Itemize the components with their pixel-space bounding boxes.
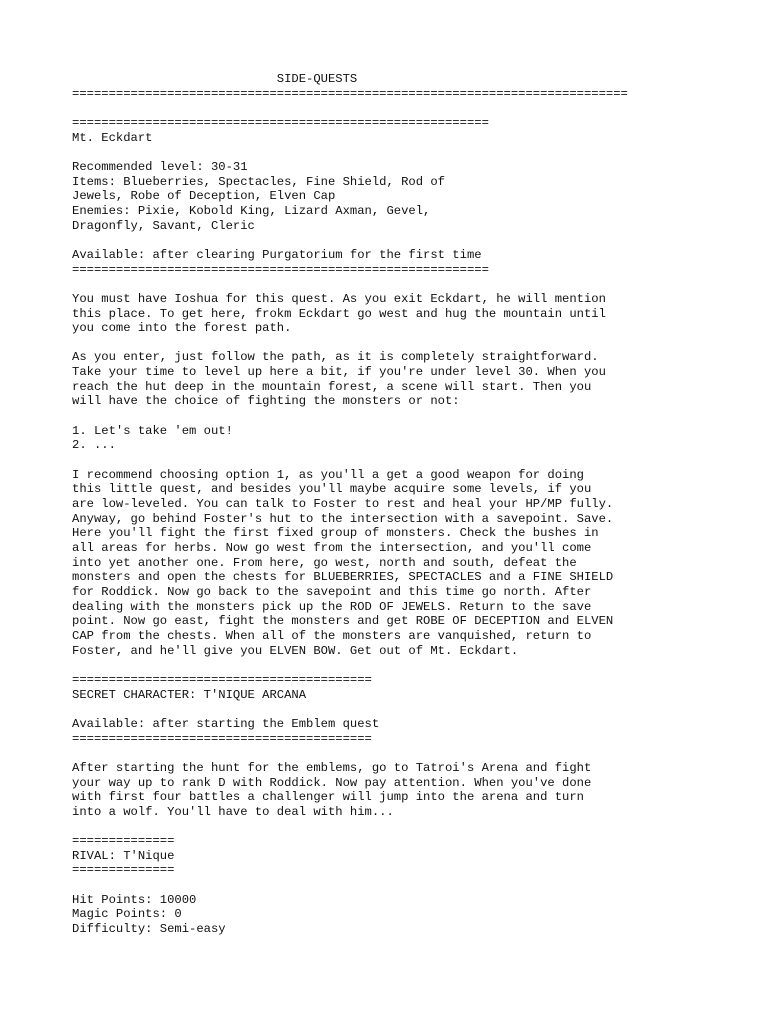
title-divider: ============================================================================: [72, 86, 628, 101]
rival-title: RIVAL: T'Nique: [72, 848, 175, 863]
rival-divider-bottom: ==============: [72, 863, 175, 878]
section-divider-bottom: =========================================================: [72, 262, 489, 277]
paragraph: After starting the hunt for the emblems, go to Tatroi's Arena and fight your way up to rank D with Roddick. Now pay attention. When you've done with first four battles a challenger will jump into the arena and turn into a wolf. You'll have to deal with him...: [72, 760, 592, 819]
paragraph: You must have Ioshua for this quest. As you exit Eckdart, he will mention this place. To get here, frokm Eckdart go west and hug the mountain until you come into the forest path.: [72, 291, 606, 336]
section-divider-bottom: =========================================: [72, 731, 372, 746]
document-page: [72, 72, 762, 937]
paragraph: As you enter, just follow the path, as it is completely straightforward. Take your time to level up here a bit, if you're under level 30. When you reach the hut deep in the mountain forest, a scene will start. Then you will have the choice of fighting the monsters or not:: [72, 350, 606, 409]
choice-list: 1. Let's take 'em out! 2. ...: [72, 423, 233, 453]
section-title-secret-character: SECRET CHARACTER: T'NIQUE ARCANA: [72, 687, 307, 702]
rival-divider-top: ==============: [72, 834, 175, 849]
section-divider-top: =========================================: [72, 672, 372, 687]
section-divider-top: =========================================================: [72, 115, 489, 130]
section-availability: Available: after clearing Purgatorium for the first time: [72, 247, 482, 262]
rival-stats: Hit Points: 10000 Magic Points: 0 Difficulty: Semi-easy: [72, 892, 226, 937]
paragraph: I recommend choosing option 1, as you'll a get a good weapon for doing this little quest, and besides you'll maybe acquire some levels, if you are low-leveled. You can talk to Foster to rest and heal your HP/MP fully. Anyway, go behind Foster's hut to the intersection with a savepoint. Save. Here you'll fight the first fixed group of monsters. Check the bushes in all areas for herbs. Now go west from the intersection, and you'll come into yet another one. From here, go west, north and south, defeat the monsters and open the chests for BLUEBERRIES, SPECTACLES and a FINE SHIELD for Roddick. Now go back to the savepoint and this time go north. After dealing with the monsters pick up the ROD OF JEWELS. Return to the save point. Now go east, fight the monsters and get ROBE OF DECEPTION and ELVEN CAP from the chests. When all of the monsters are vanquished, return to Foster, and he'll give you ELVEN BOW. Get out of Mt. Eckdart.: [72, 467, 614, 658]
section-title-mt-eckdart: Mt. Eckdart: [72, 130, 153, 145]
document-body: [72, 72, 762, 937]
section-meta: Recommended level: 30-31 Items: Blueberries, Spectacles, Fine Shield, Rod of Jewels, Robe of Deception, Elven Cap Enemies: Pixie, Kobold King, Lizard Axman, Gevel, Dragonfly, Savant, Cleric: [72, 159, 445, 233]
section-availability: Available: after starting the Emblem quest: [72, 716, 380, 731]
document-title: SIDE-QUESTS: [72, 72, 358, 86]
